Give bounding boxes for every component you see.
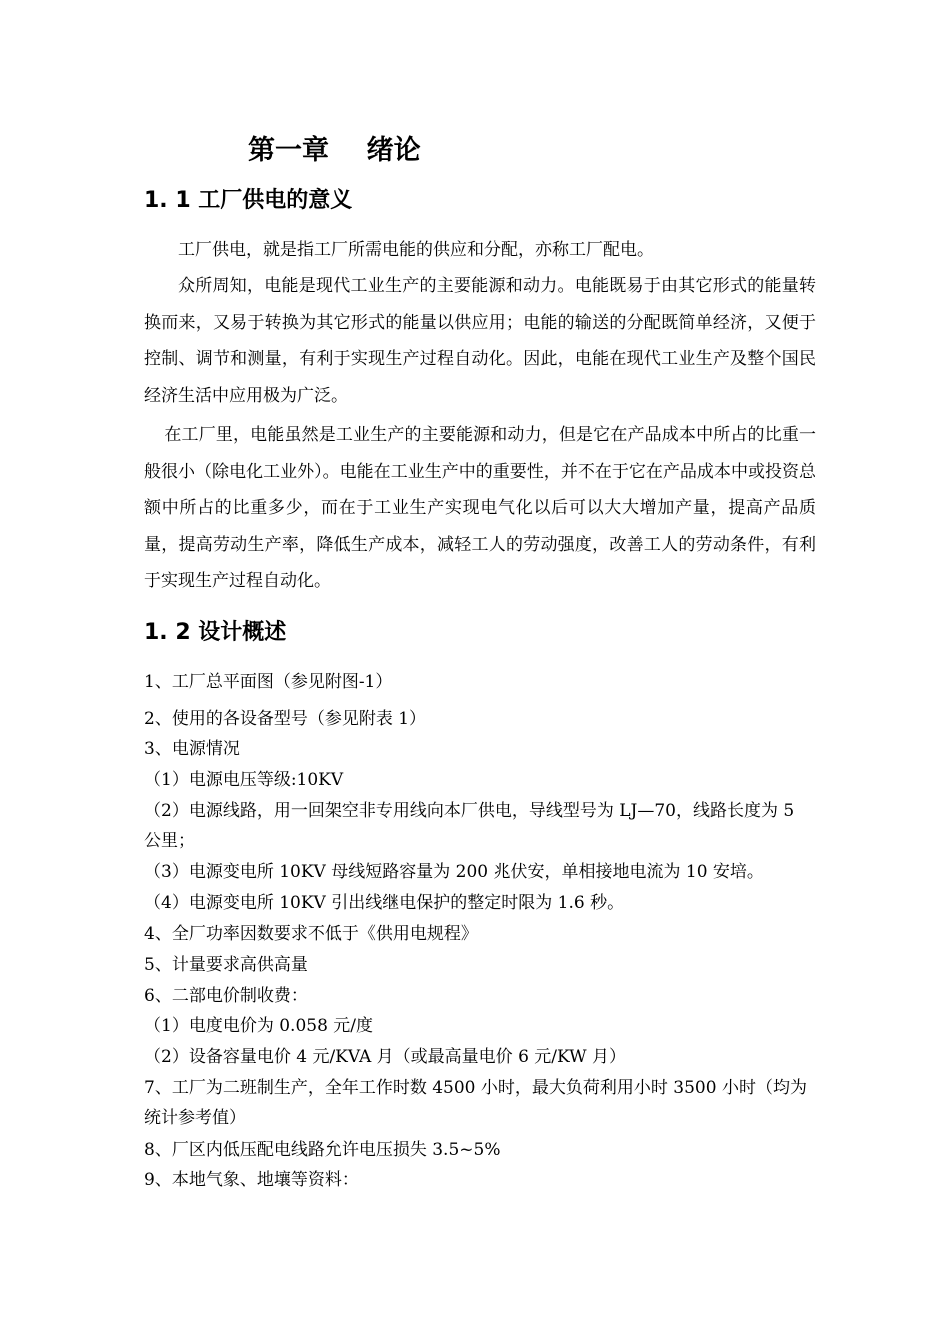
list-item: （2）设备容量电价 4 元/KVA 月（或最高量电价 6 元/KW 月） bbox=[144, 1047, 626, 1067]
paragraph-1: 工厂供电，就是指工厂所需电能的供应和分配，亦称工厂配电。 bbox=[178, 240, 654, 260]
paragraph-2: 众所周知，电能是现代工业生产的主要能源和动力。电能既易于由其它形式的能量转换而来，又易于转换为其它形式的能量以供应用；电能的输送的分配既简单经济，又便于控制、调节和测量，有利于实现生产过程自动化。因此，电能在现代工业生产及整个国民经济生活中应用极为广泛。 bbox=[144, 276, 816, 406]
chapter-title: 第一章 绪论 bbox=[248, 135, 421, 166]
list-item: 4、全厂功率因数要求不低于《供用电规程》 bbox=[144, 924, 478, 944]
list-item: 9、本地气象、地壤等资料： bbox=[144, 1170, 359, 1190]
list-item: 7、工厂为二班制生产，全年工作时数 4500 小时，最大负荷利用小时 3500 小时（均为统计参考值） bbox=[144, 1078, 807, 1128]
list-item: （1）电度电价为 0.058 元/度 bbox=[144, 1016, 374, 1036]
list-item: 6、二部电价制收费： bbox=[144, 986, 308, 1006]
list-item: 3、电源情况 bbox=[144, 739, 240, 759]
list-item: （1）电源电压等级:10KV bbox=[144, 770, 344, 790]
list-item: 5、计量要求高供高量 bbox=[144, 955, 308, 975]
list-item: （3）电源变电所 10KV 母线短路容量为 200 兆伏安，单相接地电流为 10 安培。 bbox=[144, 862, 764, 882]
list-item: 1、工厂总平面图（参见附图-1） bbox=[144, 672, 393, 692]
list-item: （2）电源线路，用一回架空非专用线向本厂供电，导线型号为 LJ—70，线路长度为 5 公里； bbox=[144, 801, 795, 851]
list-item: 8、厂区内低压配电线路允许电压损失 3.5~5% bbox=[144, 1140, 501, 1160]
paragraph-3: 在工厂里，电能虽然是工业生产的主要能源和动力，但是它在产品成本中所占的比重一般很小（除电化工业外）。电能在工业生产中的重要性，并不在于它在产品成本中或投资总额中所占的比重多少，而在于工业生产实现电气化以后可以大大增加产量，提高产品质量，提高劳动生产率，降低生产成本，减轻工人的劳动强度，改善工人的劳动条件，有利于实现生产过程自动化。 bbox=[144, 425, 816, 592]
list-item: 2、使用的各设备型号（参见附表 1） bbox=[144, 709, 427, 729]
section-heading-2: 1. 2 设计概述 bbox=[144, 620, 287, 645]
list-item: （4）电源变电所 10KV 引出线继电保护的整定时限为 1.6 秒。 bbox=[144, 893, 625, 913]
section-heading-1: 1. 1 工厂供电的意义 bbox=[144, 188, 353, 213]
